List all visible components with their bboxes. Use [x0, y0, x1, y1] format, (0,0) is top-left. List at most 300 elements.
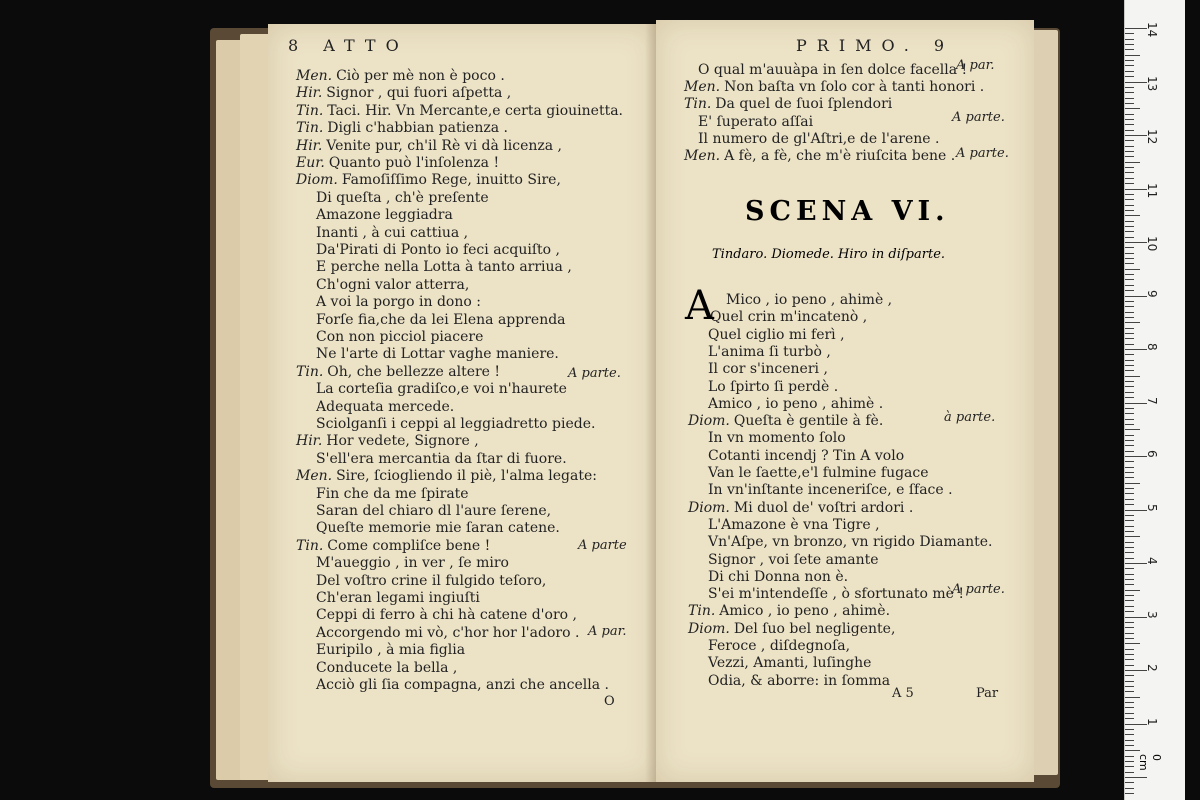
- speaker-label: Men.: [296, 468, 333, 485]
- line-text: Adequata mercede.: [316, 398, 455, 415]
- line-text: L'anima ſi turbò ,: [708, 343, 831, 360]
- measuring-ruler: [1124, 0, 1185, 800]
- ruler-tick: [1125, 568, 1134, 569]
- line-text: Quanto può l'inſolenza !: [328, 155, 500, 171]
- text-line: [316, 346, 559, 362]
- ruler-tick: [1125, 579, 1134, 580]
- aside-label: A par.: [588, 624, 627, 639]
- ruler-tick: [1125, 237, 1134, 238]
- speaker-label: Men.: [296, 68, 333, 84]
- ruler-tick: [1125, 376, 1140, 377]
- text-line: [296, 155, 499, 171]
- line-text: Amico , io peno , ahimè.: [719, 603, 891, 620]
- ruler-tick: [1125, 98, 1134, 99]
- ruler-tick: [1125, 456, 1147, 457]
- ruler-number: 8: [1145, 343, 1159, 351]
- right-page-header: PRIMO. 9: [796, 36, 955, 55]
- text-line: [684, 79, 984, 95]
- line-text: Sire, ſciogliendo il piè, l'alma legate:: [336, 468, 597, 485]
- text-line: [316, 312, 566, 328]
- text-line: [708, 327, 845, 343]
- text-line: [296, 138, 562, 154]
- text-line: [296, 364, 500, 380]
- ruler-tick: [1125, 312, 1134, 313]
- line-text: Signor , voi ſete amante: [708, 551, 879, 568]
- ruler-tick: [1125, 49, 1134, 50]
- ruler-tick: [1125, 386, 1134, 387]
- ruler-tick: [1125, 333, 1134, 334]
- ruler-tick: [1125, 600, 1134, 601]
- line-text: Famoſiſſimo Rege, inuitto Sire,: [341, 172, 561, 189]
- text-line: [316, 294, 481, 310]
- ruler-tick: [1125, 370, 1134, 371]
- speaker-label: Tin.: [296, 363, 324, 380]
- signature-mark: A 5: [892, 686, 914, 701]
- speaker-label: Hir.: [296, 85, 323, 102]
- line-text: Sciolganſi i ceppi al leggiadretto piede.: [316, 416, 596, 432]
- line-text: Quel crin m'incatenò ,: [710, 309, 868, 326]
- ruler-tick: [1125, 408, 1134, 409]
- text-line: [316, 520, 560, 536]
- ruler-tick: [1125, 659, 1134, 660]
- speaker-label: Men.: [684, 148, 721, 164]
- ruler-tick: [1125, 595, 1134, 596]
- ruler-tick: [1125, 279, 1134, 280]
- text-line: [708, 482, 953, 498]
- text-line: [708, 344, 831, 360]
- text-line: [688, 603, 890, 619]
- line-text: Da'Pirati di Ponto io feci acquiſto ,: [316, 242, 560, 258]
- ruler-tick: [1125, 702, 1134, 703]
- ruler-tick: [1125, 124, 1134, 125]
- text-line: [316, 660, 457, 676]
- ruler-tick: [1125, 301, 1134, 302]
- line-text: Ciò per mè non è poco .: [336, 68, 505, 84]
- text-line: [316, 573, 546, 589]
- text-line: [684, 96, 892, 112]
- page-edges-right: [1032, 30, 1058, 775]
- ruler-tick: [1125, 381, 1134, 382]
- ruler-tick: [1125, 221, 1134, 222]
- ruler-number: 4: [1145, 557, 1159, 565]
- ruler-tick: [1125, 686, 1134, 687]
- ruler-tick: [1125, 328, 1134, 329]
- ruler-tick: [1125, 167, 1134, 168]
- text-line: [296, 68, 505, 84]
- left-page-header: 8 ATTO: [288, 36, 409, 55]
- speaker-label: Diom.: [688, 620, 730, 637]
- ruler-tick: [1125, 707, 1134, 708]
- text-line: [684, 148, 955, 164]
- ruler-tick: [1125, 183, 1134, 184]
- text-line: [708, 534, 992, 550]
- text-line: [698, 114, 813, 130]
- text-line: [708, 655, 871, 671]
- aside-label: A par.: [956, 58, 995, 73]
- line-text: Di queſta , ch'è preſente: [316, 189, 489, 206]
- ruler-tick: [1125, 536, 1140, 537]
- line-text: M'aueggio , in ver , ſe miro: [316, 555, 509, 572]
- speaker-label: Hir.: [296, 137, 323, 154]
- text-line: [316, 190, 489, 206]
- ruler-tick: [1125, 296, 1147, 297]
- ruler-tick: [1125, 146, 1134, 147]
- text-line: [708, 586, 964, 602]
- text-line: [708, 448, 904, 464]
- ruler-tick: [1125, 317, 1134, 318]
- scene-title: SCENA VI.: [745, 196, 950, 227]
- ruler-tick: [1125, 531, 1134, 532]
- ruler-tick: [1125, 724, 1147, 725]
- speaker-label: Eur.: [296, 155, 325, 171]
- ruler-tick: [1125, 419, 1134, 420]
- ruler-tick: [1125, 440, 1134, 441]
- line-text: Taci. Hir. Vn Mercante,e certa giouinetta.: [327, 102, 623, 119]
- ruler-tick: [1125, 247, 1134, 248]
- ruler-tick: [1125, 103, 1134, 104]
- ruler-tick: [1125, 403, 1147, 404]
- ruler-tick: [1125, 445, 1134, 446]
- line-text: Amico , io peno , ahimè .: [708, 395, 884, 412]
- aside-label: A parte: [578, 538, 627, 553]
- ruler-tick: [1125, 499, 1134, 500]
- text-line: [316, 207, 453, 223]
- ruler-tick: [1125, 643, 1140, 644]
- ruler-tick: [1125, 429, 1140, 430]
- aside-label: A parte.: [952, 582, 1005, 597]
- line-text: Forſe fia,che da lei Elena apprenda: [316, 311, 566, 328]
- ruler-unit-label: 0 cm: [1137, 754, 1163, 771]
- text-line: [316, 486, 469, 502]
- line-text: Inanti , à cui cattiua ,: [316, 224, 469, 241]
- line-text: A fè, a fè, che m'è riuſcita bene .: [724, 148, 956, 164]
- line-text: Mi duol de' voſtri ardori .: [733, 499, 914, 516]
- ruler-tick: [1125, 638, 1134, 639]
- ruler-tick: [1125, 777, 1147, 778]
- ruler-tick: [1125, 392, 1134, 393]
- ruler-tick: [1125, 55, 1140, 56]
- text-line: [708, 430, 846, 446]
- ruler-tick: [1125, 349, 1147, 350]
- ruler-tick: [1125, 44, 1134, 45]
- line-text: Ch'eran legami ingiuſti: [316, 590, 480, 606]
- ruler-number: 5: [1145, 503, 1159, 512]
- line-text: L'Amazone è vna Tigre ,: [708, 516, 880, 533]
- ruler-tick: [1125, 718, 1134, 719]
- text-line: [316, 503, 551, 519]
- text-line: [316, 225, 468, 241]
- ruler-tick: [1125, 782, 1134, 783]
- ruler-tick: [1125, 130, 1134, 131]
- ruler-tick: [1125, 231, 1134, 232]
- ruler-tick: [1125, 750, 1140, 751]
- ruler-tick: [1125, 740, 1134, 741]
- ruler-tick: [1125, 151, 1134, 152]
- ruler-tick: [1125, 547, 1134, 548]
- ruler-tick: [1125, 483, 1140, 484]
- text-line: [316, 607, 577, 623]
- ruler-tick: [1125, 397, 1134, 398]
- speaker-label: Tin.: [296, 102, 324, 119]
- ruler-tick: [1125, 558, 1134, 559]
- ruler-tick: [1125, 199, 1134, 200]
- ruler-tick: [1125, 135, 1147, 136]
- line-text: Il cor s'inceneri ,: [708, 361, 828, 378]
- ruler-tick: [1125, 681, 1134, 682]
- aside-label: A parte.: [956, 146, 1009, 161]
- right-page: [656, 20, 1034, 782]
- text-line: [316, 677, 609, 693]
- text-line: [708, 396, 883, 412]
- ruler-tick: [1125, 515, 1134, 516]
- ruler-number: 10: [1145, 236, 1159, 252]
- line-text: Vn'Aſpe, vn bronzo, vn rigido Diamante.: [708, 534, 993, 551]
- text-line: [698, 131, 939, 147]
- line-text: Del ſuo bel negligente,: [733, 620, 896, 637]
- ruler-tick: [1125, 119, 1134, 120]
- line-text: Con non picciol piacere: [316, 329, 484, 345]
- ruler-tick: [1125, 477, 1134, 478]
- ruler-tick: [1125, 39, 1134, 40]
- ruler-tick: [1125, 87, 1134, 88]
- ruler-tick: [1125, 290, 1134, 291]
- line-text: Queſte memorie mie ſaran catene.: [316, 520, 560, 537]
- ruler-tick: [1125, 365, 1134, 366]
- ruler-tick: [1125, 71, 1134, 72]
- text-line: [316, 451, 567, 467]
- speaker-label: Tin.: [296, 120, 324, 137]
- ruler-tick: [1125, 424, 1134, 425]
- line-text: Odia, & aborre: in ſomma: [708, 672, 891, 689]
- ruler-tick: [1125, 772, 1134, 773]
- line-text: Amazone leggiadra: [316, 207, 453, 224]
- line-text: Van le ſaette,e'l fulmine fugace: [708, 465, 929, 481]
- ruler-tick: [1125, 178, 1134, 179]
- text-line: [710, 309, 867, 325]
- ruler-tick: [1125, 60, 1134, 61]
- line-text: Accorgendo mi vò, c'hor hor l'adoro .: [316, 624, 580, 641]
- text-line: [316, 381, 567, 397]
- text-line: [708, 569, 848, 585]
- ruler-tick: [1125, 76, 1134, 77]
- text-line: [296, 120, 508, 136]
- speaker-label: Tin.: [296, 537, 324, 554]
- ruler-tick: [1125, 665, 1134, 666]
- speaker-label: Diom.: [296, 172, 338, 189]
- line-text: Acciò gli ſia compagna, anzi che ancella .: [316, 677, 610, 693]
- ruler-tick: [1125, 461, 1134, 462]
- line-text: Signor , qui fuori aſpetta ,: [326, 85, 512, 102]
- ruler-tick: [1125, 210, 1134, 211]
- ruler-number: 6: [1145, 450, 1159, 458]
- ruler-tick: [1125, 28, 1147, 29]
- text-line: [688, 500, 913, 516]
- line-text: Mico , io peno , ahimè ,: [726, 292, 893, 308]
- text-line: [296, 85, 511, 101]
- ruler-tick: [1125, 493, 1134, 494]
- ruler-tick: [1125, 788, 1134, 789]
- speaker-label: Hir.: [296, 433, 323, 450]
- ruler-number: 11: [1145, 182, 1159, 198]
- ruler-tick: [1125, 627, 1134, 628]
- ruler-tick: [1125, 670, 1147, 671]
- ruler-tick: [1125, 617, 1147, 618]
- line-text: O qual m'auuàpa in ſen dolce facella !: [698, 62, 968, 78]
- line-text: E' ſuperato aſſai: [698, 113, 814, 130]
- line-text: In vn'inſtante inceneriſce, e ſface .: [708, 482, 953, 499]
- ruler-tick: [1125, 472, 1134, 473]
- speaker-label: Tin.: [688, 603, 716, 620]
- ruler-tick: [1125, 258, 1134, 259]
- ruler-tick: [1125, 691, 1134, 692]
- ruler-tick: [1125, 542, 1134, 543]
- ruler-tick: [1125, 354, 1134, 355]
- ruler-tick: [1125, 766, 1134, 767]
- ruler-number: 1: [1145, 717, 1159, 726]
- ruler-tick: [1125, 467, 1134, 468]
- text-line: [296, 468, 597, 484]
- ruler-tick: [1125, 622, 1134, 623]
- ruler-tick: [1125, 82, 1147, 83]
- text-line: [708, 465, 929, 481]
- line-text: Euripilo , à mia figlia: [316, 642, 466, 659]
- drop-cap: A: [685, 283, 714, 329]
- line-text: E perche nella Lotta à tanto arriua ,: [316, 259, 572, 276]
- text-line: [296, 103, 623, 119]
- ruler-tick: [1125, 488, 1134, 489]
- ruler-number: 7: [1145, 396, 1159, 405]
- ruler-tick: [1125, 189, 1147, 190]
- ruler-tick: [1125, 654, 1134, 655]
- ruler-tick: [1125, 65, 1134, 66]
- speaker-label: Diom.: [688, 413, 730, 430]
- line-text: La corteſia gradiſco,e voi n'haurete: [316, 381, 567, 398]
- ruler-tick: [1125, 756, 1134, 757]
- ruler-number: 9: [1145, 289, 1159, 298]
- line-text: Vezzi, Amanti, luſinghe: [708, 655, 872, 672]
- line-text: Il numero de gl'Aſtri,e de l'arene .: [698, 130, 940, 147]
- ruler-tick: [1125, 226, 1134, 227]
- ruler-tick: [1125, 734, 1134, 735]
- text-line: [316, 277, 469, 293]
- speaker-label: Tin.: [684, 96, 712, 113]
- text-line: [726, 292, 892, 308]
- ruler-tick: [1125, 344, 1134, 345]
- ruler-tick: [1125, 269, 1140, 270]
- text-line: [698, 62, 967, 78]
- ruler-number: 2: [1145, 664, 1159, 672]
- speaker-label: Men.: [684, 79, 721, 96]
- ruler-tick: [1125, 574, 1134, 575]
- ruler-tick: [1125, 108, 1140, 109]
- ruler-tick: [1125, 606, 1134, 607]
- line-text: Da quel de ſuoi ſplendori: [715, 96, 893, 113]
- line-text: Saran del chiaro dl l'aure ſerene,: [316, 503, 552, 519]
- text-line: [688, 413, 883, 429]
- ruler-tick: [1125, 611, 1134, 612]
- line-text: S'ei m'intendeſſe , ò sfortunato mè !: [708, 586, 964, 603]
- ruler-tick: [1125, 285, 1134, 286]
- ruler-tick: [1125, 306, 1134, 307]
- text-line: [316, 242, 560, 258]
- ruler-tick: [1125, 520, 1134, 521]
- line-text: Ceppi di ferro à chi hà catene d'oro ,: [316, 607, 577, 624]
- ruler-tick: [1125, 504, 1134, 505]
- ruler-tick: [1125, 713, 1134, 714]
- ruler-number: 13: [1145, 75, 1159, 91]
- ruler-tick: [1125, 205, 1134, 206]
- text-line: [296, 433, 479, 449]
- aside-label: A parte.: [568, 366, 621, 381]
- ruler-tick: [1125, 745, 1134, 746]
- text-line: [708, 638, 850, 654]
- ruler-tick: [1125, 697, 1140, 698]
- aside-label: A parte.: [952, 110, 1005, 125]
- line-text: Venite pur, ch'il Rè vi dà licenza ,: [326, 137, 562, 154]
- line-text: Digli c'habbian patienza .: [327, 120, 508, 137]
- line-text: Lo ſpirto ſi perdè .: [708, 378, 839, 395]
- ruler-tick: [1125, 242, 1147, 243]
- line-text: Conducete la bella ,: [316, 659, 458, 676]
- text-line: [708, 517, 880, 533]
- ruler-tick: [1125, 633, 1134, 634]
- ruler-tick: [1125, 526, 1134, 527]
- text-line: [316, 399, 454, 415]
- ruler-tick: [1125, 552, 1134, 553]
- ruler-tick: [1125, 729, 1134, 730]
- ruler-tick: [1125, 338, 1134, 339]
- ruler-tick: [1125, 413, 1134, 414]
- text-line: [688, 621, 895, 637]
- line-text: Come compliſce bene !: [327, 537, 491, 554]
- scene-characters: Tindaro. Diomede. Hiro in diſparte.: [712, 247, 946, 262]
- ruler-number: 14: [1145, 22, 1159, 38]
- line-text: Ch'ogni valor atterra,: [316, 276, 470, 293]
- ruler-tick: [1125, 253, 1134, 254]
- ruler-tick: [1125, 172, 1134, 173]
- text-line: [708, 379, 838, 395]
- ruler-tick: [1125, 263, 1134, 264]
- ruler-tick: [1125, 215, 1140, 216]
- text-line: [316, 555, 509, 571]
- ruler-tick: [1125, 360, 1134, 361]
- left-page: [268, 24, 657, 782]
- ruler-tick: [1125, 451, 1134, 452]
- ruler-tick: [1125, 274, 1134, 275]
- text-line: [296, 172, 561, 188]
- text-line: [316, 642, 465, 658]
- ruler-tick: [1125, 322, 1140, 323]
- text-line: [316, 625, 579, 641]
- ruler-tick: [1125, 584, 1134, 585]
- line-text: S'ell'era mercantia da ſtar di fuore.: [316, 450, 567, 467]
- ruler-tick: [1125, 649, 1134, 650]
- line-text: Quel ciglio mi ferì ,: [708, 326, 845, 343]
- ruler-tick: [1125, 33, 1134, 34]
- line-text: A voi la porgo in dono :: [316, 294, 481, 311]
- ruler-number: 12: [1145, 129, 1159, 145]
- line-text: Feroce , diſdegnoſa,: [708, 638, 851, 654]
- line-text: Queſta è gentile à fè.: [733, 413, 884, 430]
- line-text: Ne l'arte di Lottar vaghe maniere.: [316, 346, 559, 363]
- ruler-tick: [1125, 92, 1134, 93]
- text-line: [296, 538, 490, 554]
- ruler-number: 3: [1145, 610, 1159, 619]
- ruler-tick: [1125, 590, 1140, 591]
- line-text: Cotanti incendj ? Tin A volo: [708, 447, 905, 464]
- ruler-tick: [1125, 435, 1134, 436]
- speaker-label: Diom.: [688, 499, 730, 516]
